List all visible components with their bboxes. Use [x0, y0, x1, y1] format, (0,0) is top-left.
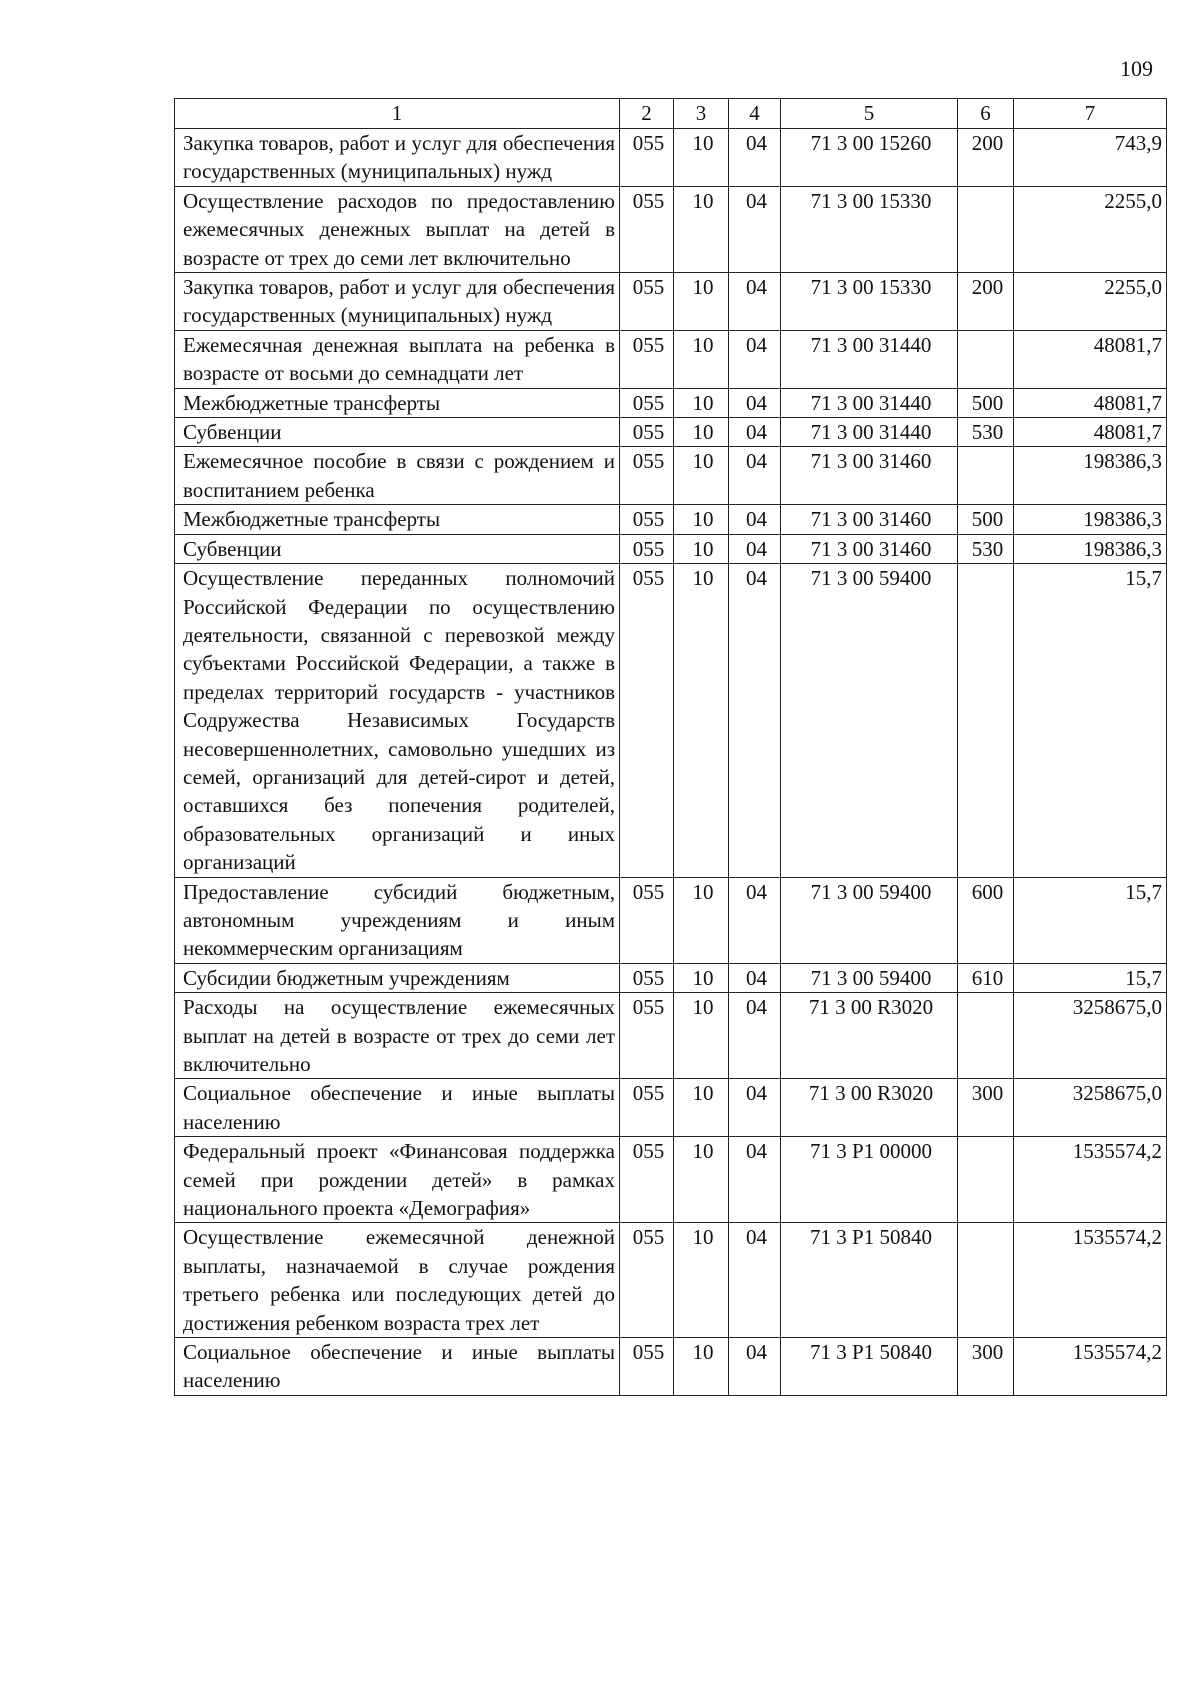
target-article-cell: 71 3 00 59400	[781, 877, 958, 963]
amount-cell: 2255,0	[1014, 186, 1167, 272]
admin-code-cell: 055	[620, 1079, 674, 1137]
description-cell: Социальное обеспечение и иные выплаты населению	[175, 1338, 620, 1396]
description-cell: Субсидии бюджетным учреждениям	[175, 963, 620, 992]
section-cell: 10	[674, 1079, 729, 1137]
table-body	[175, 129, 1167, 1396]
expense-type-cell: 610	[958, 963, 1014, 992]
description-cell: Межбюджетные трансферты	[175, 505, 620, 534]
section-cell: 10	[674, 1223, 729, 1338]
expense-type-cell: 300	[958, 1338, 1014, 1396]
table-row	[175, 505, 1167, 534]
expense-type-cell: 200	[958, 273, 1014, 331]
subsection-cell: 04	[729, 388, 781, 417]
description-cell: Закупка товаров, работ и услуг для обеспечения государственных (муниципальных) нужд	[175, 273, 620, 331]
section-cell: 10	[674, 447, 729, 505]
amount-cell: 198386,3	[1014, 505, 1167, 534]
header-cell: 6	[958, 99, 1014, 129]
subsection-cell: 04	[729, 534, 781, 563]
description-cell: Осуществление расходов по предоставлению ежемесячных денежных выплат на детей в возрасте от трех до семи лет включительно	[175, 186, 620, 272]
description-cell: Федеральный проект «Финансовая поддержка семей при рождении детей» в рамках национального проекта «Демография»	[175, 1137, 620, 1223]
admin-code-cell: 055	[620, 1223, 674, 1338]
admin-code-cell: 055	[620, 564, 674, 877]
admin-code-cell: 055	[620, 330, 674, 388]
description-cell: Субвенции	[175, 534, 620, 563]
target-article-cell: 71 3 00 31460	[781, 534, 958, 563]
amount-cell: 3258675,0	[1014, 1079, 1167, 1137]
amount-cell: 48081,7	[1014, 388, 1167, 417]
admin-code-cell: 055	[620, 273, 674, 331]
description-cell: Осуществление переданных полномочий Российской Федерации по осуществлению деятельности, связанной с перевозкой между субъектами Российской Федерации, а также в пределах территорий государств - участников Содружества Независимых Государств несовершеннолетних, самовольно ушедших из семей, организаций для детей-сирот и детей, оставшихся без попечения родителей, образовательных организаций и иных организаций	[175, 564, 620, 877]
section-cell: 10	[674, 129, 729, 187]
subsection-cell: 04	[729, 273, 781, 331]
amount-cell: 1535574,2	[1014, 1338, 1167, 1396]
header-cell: 3	[674, 99, 729, 129]
subsection-cell: 04	[729, 418, 781, 447]
expense-type-cell	[958, 1223, 1014, 1338]
expense-type-cell: 530	[958, 418, 1014, 447]
section-cell: 10	[674, 993, 729, 1079]
admin-code-cell: 055	[620, 447, 674, 505]
admin-code-cell: 055	[620, 1338, 674, 1396]
description-cell: Межбюджетные трансферты	[175, 388, 620, 417]
section-cell: 10	[674, 186, 729, 272]
expense-type-cell: 300	[958, 1079, 1014, 1137]
description-cell: Ежемесячная денежная выплата на ребенка в возрасте от восьми до семнадцати лет	[175, 330, 620, 388]
table-row	[175, 1223, 1167, 1338]
target-article-cell: 71 3 00 31440	[781, 330, 958, 388]
subsection-cell: 04	[729, 1079, 781, 1137]
expense-type-cell: 530	[958, 534, 1014, 563]
header-cell: 1	[175, 99, 620, 129]
page-number: 109	[1120, 56, 1153, 81]
expense-type-cell	[958, 564, 1014, 877]
admin-code-cell: 055	[620, 505, 674, 534]
admin-code-cell: 055	[620, 534, 674, 563]
target-article-cell: 71 3 00 59400	[781, 564, 958, 877]
subsection-cell: 04	[729, 1137, 781, 1223]
amount-cell: 15,7	[1014, 963, 1167, 992]
subsection-cell: 04	[729, 564, 781, 877]
expense-type-cell: 500	[958, 505, 1014, 534]
target-article-cell: 71 3 P1 50840	[781, 1338, 958, 1396]
target-article-cell: 71 3 00 31440	[781, 388, 958, 417]
section-cell: 10	[674, 418, 729, 447]
amount-cell: 743,9	[1014, 129, 1167, 187]
table-row	[175, 1079, 1167, 1137]
table-row	[175, 564, 1167, 877]
table-row	[175, 1137, 1167, 1223]
target-article-cell: 71 3 00 15260	[781, 129, 958, 187]
table-row	[175, 186, 1167, 272]
amount-cell: 2255,0	[1014, 273, 1167, 331]
description-cell: Социальное обеспечение и иные выплаты населению	[175, 1079, 620, 1137]
amount-cell: 1535574,2	[1014, 1137, 1167, 1223]
subsection-cell: 04	[729, 877, 781, 963]
expense-type-cell	[958, 186, 1014, 272]
table-row	[175, 129, 1167, 187]
admin-code-cell: 055	[620, 877, 674, 963]
subsection-cell: 04	[729, 993, 781, 1079]
section-cell: 10	[674, 1137, 729, 1223]
section-cell: 10	[674, 273, 729, 331]
amount-cell: 15,7	[1014, 564, 1167, 877]
header-cell: 4	[729, 99, 781, 129]
target-article-cell: 71 3 00 59400	[781, 963, 958, 992]
table-row	[175, 1338, 1167, 1396]
budget-table	[174, 98, 1167, 1396]
target-article-cell: 71 3 00 31440	[781, 418, 958, 447]
header-cell: 2	[620, 99, 674, 129]
target-article-cell: 71 3 P1 00000	[781, 1137, 958, 1223]
subsection-cell: 04	[729, 505, 781, 534]
amount-cell: 15,7	[1014, 877, 1167, 963]
table-row	[175, 993, 1167, 1079]
table-row	[175, 447, 1167, 505]
description-cell: Закупка товаров, работ и услуг для обеспечения государственных (муниципальных) нужд	[175, 129, 620, 187]
section-cell: 10	[674, 534, 729, 563]
target-article-cell: 71 3 00 R3020	[781, 993, 958, 1079]
target-article-cell: 71 3 00 31460	[781, 505, 958, 534]
admin-code-cell: 055	[620, 963, 674, 992]
expense-type-cell	[958, 1137, 1014, 1223]
description-cell: Ежемесячное пособие в связи с рождением и воспитанием ребенка	[175, 447, 620, 505]
target-article-cell: 71 3 00 15330	[781, 186, 958, 272]
expense-type-cell	[958, 330, 1014, 388]
table-row	[175, 534, 1167, 563]
expense-type-cell: 600	[958, 877, 1014, 963]
section-cell: 10	[674, 564, 729, 877]
description-cell: Субвенции	[175, 418, 620, 447]
subsection-cell: 04	[729, 447, 781, 505]
table-row	[175, 963, 1167, 992]
section-cell: 10	[674, 388, 729, 417]
amount-cell: 1535574,2	[1014, 1223, 1167, 1338]
expense-type-cell	[958, 993, 1014, 1079]
table-row	[175, 273, 1167, 331]
amount-cell: 3258675,0	[1014, 993, 1167, 1079]
admin-code-cell: 055	[620, 388, 674, 417]
amount-cell: 198386,3	[1014, 447, 1167, 505]
header-cell: 7	[1014, 99, 1167, 129]
expense-type-cell: 500	[958, 388, 1014, 417]
subsection-cell: 04	[729, 129, 781, 187]
description-cell: Расходы на осуществление ежемесячных выплат на детей в возрасте от трех до семи лет включительно	[175, 993, 620, 1079]
subsection-cell: 04	[729, 1223, 781, 1338]
amount-cell: 48081,7	[1014, 418, 1167, 447]
section-cell: 10	[674, 1338, 729, 1396]
table-row	[175, 388, 1167, 417]
subsection-cell: 04	[729, 186, 781, 272]
admin-code-cell: 055	[620, 993, 674, 1079]
expense-type-cell: 200	[958, 129, 1014, 187]
target-article-cell: 71 3 00 31460	[781, 447, 958, 505]
table-row	[175, 877, 1167, 963]
admin-code-cell: 055	[620, 1137, 674, 1223]
section-cell: 10	[674, 877, 729, 963]
subsection-cell: 04	[729, 330, 781, 388]
subsection-cell: 04	[729, 1338, 781, 1396]
amount-cell: 48081,7	[1014, 330, 1167, 388]
section-cell: 10	[674, 963, 729, 992]
admin-code-cell: 055	[620, 186, 674, 272]
admin-code-cell: 055	[620, 129, 674, 187]
expense-type-cell	[958, 447, 1014, 505]
description-cell: Осуществление ежемесячной денежной выплаты, назначаемой в случае рождения третьего ребенка или последующих детей до достижения ребенком возраста трех лет	[175, 1223, 620, 1338]
section-cell: 10	[674, 505, 729, 534]
header-cell: 5	[781, 99, 958, 129]
target-article-cell: 71 3 P1 50840	[781, 1223, 958, 1338]
section-cell: 10	[674, 330, 729, 388]
amount-cell: 198386,3	[1014, 534, 1167, 563]
description-cell: Предоставление субсидий бюджетным, автономным учреждениям и иным некоммерческим организациям	[175, 877, 620, 963]
table-row	[175, 418, 1167, 447]
header-row	[175, 99, 1167, 129]
subsection-cell: 04	[729, 963, 781, 992]
admin-code-cell: 055	[620, 418, 674, 447]
table-row	[175, 330, 1167, 388]
target-article-cell: 71 3 00 R3020	[781, 1079, 958, 1137]
target-article-cell: 71 3 00 15330	[781, 273, 958, 331]
